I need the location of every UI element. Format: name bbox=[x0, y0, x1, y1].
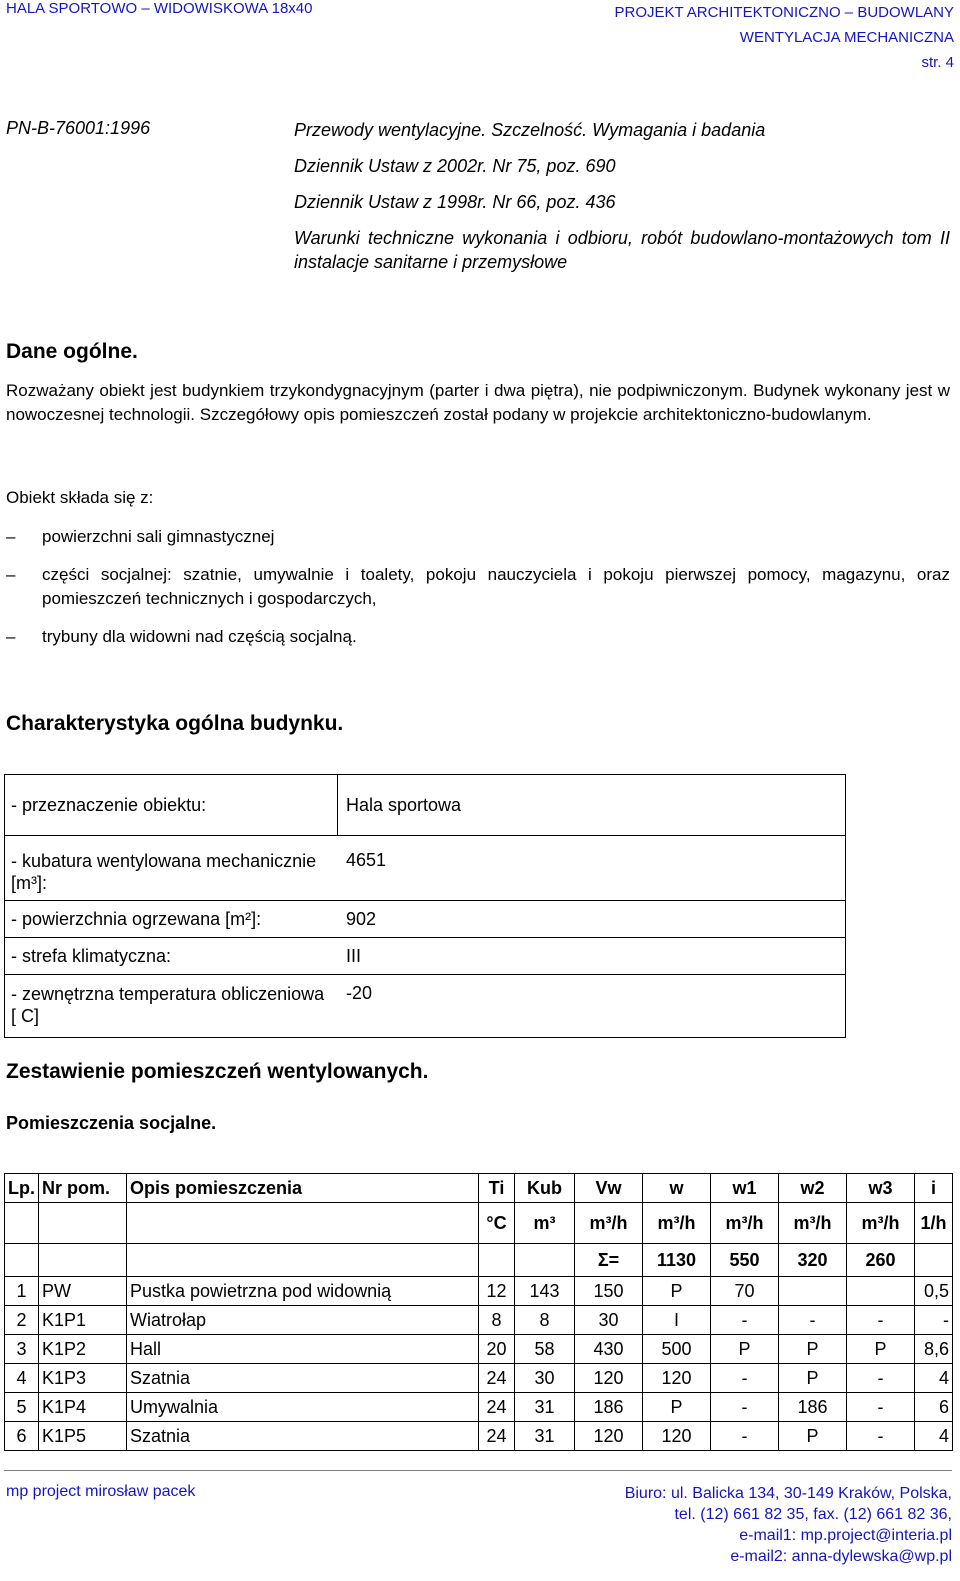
table-cell: Szatnia bbox=[127, 1364, 479, 1393]
table-cell: P bbox=[779, 1364, 847, 1393]
table-cell: - bbox=[711, 1306, 779, 1335]
norm-line: Dziennik Ustaw z 1998r. Nr 66, poz. 436 bbox=[294, 192, 616, 212]
table-cell: - bbox=[779, 1306, 847, 1335]
footer-address: Biuro: ul. Balicka 134, 30-149 Kraków, Polska, bbox=[624, 1485, 952, 1502]
table-cell: 120 bbox=[575, 1364, 643, 1393]
norm-line: Warunki techniczne wykonania i odbioru, robót budowlano-montażowych tom II instalacje sanitarne i przemysłowe bbox=[294, 228, 950, 272]
table-cell: 20 bbox=[479, 1335, 515, 1364]
table-cell: 6 bbox=[5, 1422, 39, 1451]
room-rows bbox=[5, 1277, 953, 1451]
table-row bbox=[5, 1422, 953, 1451]
table-cell: 30 bbox=[575, 1306, 643, 1335]
footer-email-1: e-mail1: mp.project@interia.pl bbox=[739, 1527, 952, 1544]
table-cell: P bbox=[643, 1393, 711, 1422]
table-cell: PW bbox=[39, 1277, 127, 1306]
table-units-row: °C m³ m³/h m³/h m³/h m³/h m³/h 1/h bbox=[5, 1203, 953, 1244]
table-cell: 31 bbox=[515, 1393, 575, 1422]
table-cell: 120 bbox=[643, 1422, 711, 1451]
table-cell bbox=[847, 1277, 915, 1306]
characteristics-table bbox=[4, 774, 846, 1038]
table-cell bbox=[779, 1277, 847, 1306]
table-cell: 5 bbox=[5, 1393, 39, 1422]
table-cell: 3 bbox=[5, 1335, 39, 1364]
table-cell: P bbox=[779, 1422, 847, 1451]
table-cell: 143 bbox=[515, 1277, 575, 1306]
table-header-row: Lp. Nr pom. Opis pomieszczenia Ti Kub Vw w w1 w2 w3 i bbox=[5, 1174, 953, 1203]
footer-email-2: e-mail2: anna-dylewska@wp.pl bbox=[730, 1548, 952, 1565]
table-row: - strefa klimatyczna: III bbox=[4, 938, 846, 975]
table-cell: 24 bbox=[479, 1422, 515, 1451]
table-cell: 8 bbox=[479, 1306, 515, 1335]
table-cell: 6 bbox=[915, 1393, 953, 1422]
list-item: – powierzchni sali gimnastycznej bbox=[6, 525, 950, 549]
table-cell: K1P2 bbox=[39, 1335, 127, 1364]
table-cell: - bbox=[915, 1306, 953, 1335]
table-cell: 8 bbox=[515, 1306, 575, 1335]
table-cell: - bbox=[847, 1364, 915, 1393]
table-row bbox=[5, 1335, 953, 1364]
table-cell: - bbox=[711, 1393, 779, 1422]
table-row bbox=[5, 1364, 953, 1393]
table-cell: 500 bbox=[643, 1335, 711, 1364]
table-cell: Pustka powietrzna pod widownią bbox=[127, 1277, 479, 1306]
table-row: - przeznaczenie obiektu: Hala sportowa bbox=[4, 774, 846, 836]
footer-divider bbox=[4, 1470, 952, 1471]
header-title: HALA SPORTOWO – WIDOWISKOWA 18x40 bbox=[6, 0, 313, 17]
table-cell: 12 bbox=[479, 1277, 515, 1306]
list-item: – trybuny dla widowni nad częścią socjalną. bbox=[6, 625, 950, 649]
summary-heading: Zestawienie pomieszczeń wentylowanych. bbox=[6, 1060, 429, 1083]
table-cell: I bbox=[643, 1306, 711, 1335]
table-cell: Hall bbox=[127, 1335, 479, 1364]
table-cell: 24 bbox=[479, 1393, 515, 1422]
table-cell: - bbox=[711, 1364, 779, 1393]
table-sum-row bbox=[5, 1244, 953, 1277]
table-row bbox=[5, 1306, 953, 1335]
table-cell: 24 bbox=[479, 1364, 515, 1393]
norm-line: Przewody wentylacyjne. Szczelność. Wymagania i badania bbox=[294, 120, 766, 140]
footer-contact bbox=[625, 1483, 952, 1567]
table-cell: P bbox=[643, 1277, 711, 1306]
table-row: - powierzchnia ogrzewana [m²]: 902 bbox=[4, 901, 846, 938]
table-cell: K1P4 bbox=[39, 1393, 127, 1422]
table-cell: K1P1 bbox=[39, 1306, 127, 1335]
footer-phone: tel. (12) 661 82 35, fax. (12) 661 82 36, bbox=[674, 1506, 952, 1523]
sum-value: 260 bbox=[847, 1244, 915, 1277]
table-cell: 70 bbox=[711, 1277, 779, 1306]
table-cell: 4 bbox=[915, 1364, 953, 1393]
table-cell: 4 bbox=[5, 1364, 39, 1393]
table-cell: 1 bbox=[5, 1277, 39, 1306]
table-cell: Umywalnia bbox=[127, 1393, 479, 1422]
table-cell: 31 bbox=[515, 1422, 575, 1451]
header-project-type: PROJEKT ARCHITEKTONICZNO – BUDOWLANY bbox=[614, 4, 954, 21]
table-cell: Szatnia bbox=[127, 1422, 479, 1451]
table-cell: 150 bbox=[575, 1277, 643, 1306]
table-cell: P bbox=[711, 1335, 779, 1364]
table-cell: - bbox=[711, 1422, 779, 1451]
dash-bullet-icon: – bbox=[6, 527, 16, 546]
sum-value: 550 bbox=[711, 1244, 779, 1277]
footer-company: mp project mirosław pacek bbox=[6, 1483, 196, 1500]
table-cell: 4 bbox=[915, 1422, 953, 1451]
table-row bbox=[5, 1393, 953, 1422]
characteristics-heading: Charakterystyka ogólna budynku. bbox=[6, 712, 344, 735]
norms-block bbox=[6, 118, 950, 274]
table-row: - kubatura wentylowana mechanicznie [m³]: 4651 bbox=[4, 836, 846, 901]
rooms-table bbox=[4, 1173, 953, 1451]
header-page-number: str. 4 bbox=[921, 54, 954, 71]
table-cell: 120 bbox=[575, 1422, 643, 1451]
dash-bullet-icon: – bbox=[6, 565, 16, 584]
header-right bbox=[615, 0, 955, 75]
composition-list bbox=[6, 525, 950, 663]
general-description: Rozważany obiekt jest budynkiem trzykondygnacyjnym (parter i dwa piętra), nie podpiwniczonym. Budynek wykonany jest w nowoczesnej technologii. Szczegółowy opis pomieszczeń został podany w projekcie architektoniczno-budowlanym. bbox=[6, 381, 950, 424]
table-cell: 186 bbox=[779, 1393, 847, 1422]
table-cell: - bbox=[847, 1393, 915, 1422]
table-row bbox=[5, 1277, 953, 1306]
table-cell: K1P5 bbox=[39, 1422, 127, 1451]
table-cell: 58 bbox=[515, 1335, 575, 1364]
table-cell: K1P3 bbox=[39, 1364, 127, 1393]
table-cell: 30 bbox=[515, 1364, 575, 1393]
header-discipline: WENTYLACJA MECHANICZNA bbox=[739, 29, 954, 46]
table-cell: 186 bbox=[575, 1393, 643, 1422]
list-item: – części socjalnej: szatnie, umywalnie i toalety, pokoju nauczyciela i pokoju pierwszej pomocy, magazynu, oraz pomieszczeń technicznych i gospodarczych, bbox=[6, 563, 950, 611]
summary-subheading: Pomieszczenia socjalne. bbox=[6, 1113, 217, 1133]
norm-code: PN-B-76001:1996 bbox=[6, 118, 151, 138]
table-cell: P bbox=[847, 1335, 915, 1364]
general-heading: Dane ogólne. bbox=[6, 340, 138, 363]
dash-bullet-icon: – bbox=[6, 627, 16, 646]
table-cell: 0,5 bbox=[915, 1277, 953, 1306]
table-cell: 430 bbox=[575, 1335, 643, 1364]
table-cell: Wiatrołap bbox=[127, 1306, 479, 1335]
table-cell: 2 bbox=[5, 1306, 39, 1335]
table-cell: P bbox=[779, 1335, 847, 1364]
table-cell: 8,6 bbox=[915, 1335, 953, 1364]
sum-value: 320 bbox=[779, 1244, 847, 1277]
table-row: - zewnętrzna temperatura obliczeniowa [ C] -20 bbox=[4, 975, 846, 1038]
table-cell: - bbox=[847, 1306, 915, 1335]
sum-value: 1130 bbox=[643, 1244, 711, 1277]
norm-line: Dziennik Ustaw z 2002r. Nr 75, poz. 690 bbox=[294, 156, 616, 176]
sum-label: Σ= bbox=[575, 1244, 643, 1277]
table-cell: - bbox=[847, 1422, 915, 1451]
composition-intro: Obiekt składa się z: bbox=[6, 488, 154, 507]
table-cell: 120 bbox=[643, 1364, 711, 1393]
